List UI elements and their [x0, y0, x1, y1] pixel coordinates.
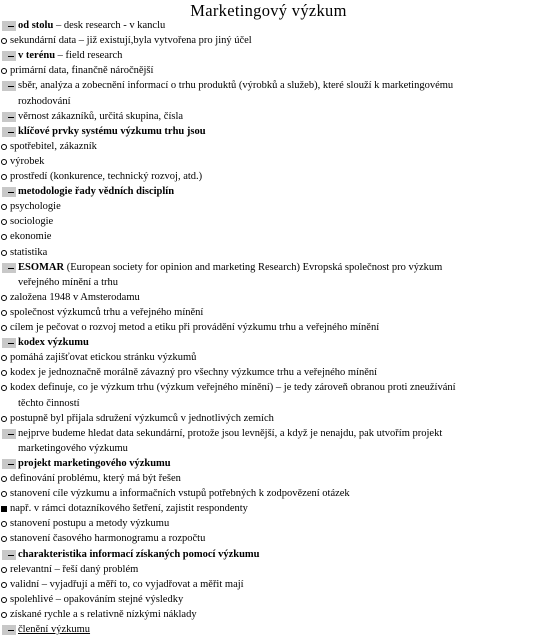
circle-bullet-icon — [1, 144, 7, 150]
circle-bullet-icon — [1, 250, 7, 256]
dash-bullet-icon — [8, 86, 14, 87]
list-item-text: projekt marketingového výzkumu — [18, 457, 171, 469]
list-item-text: prostředí (konkurence, technický rozvoj, atd.) — [10, 171, 203, 182]
list-item-text: získané rychle a s relativně nízkými náklady — [10, 608, 197, 620]
list-item-text: ESOMAR (European society for opinion and marketing Research) Evropská společnost pro výzkum — [18, 261, 443, 273]
circle-bullet-icon — [1, 582, 7, 588]
circle-bullet-icon — [1, 355, 7, 361]
list-item-text: v terénu – field research — [18, 50, 123, 62]
circle-bullet-icon — [1, 416, 7, 422]
list-item-text: pomáhá zajišťovat etickou stránku výzkumů — [10, 352, 197, 364]
circle-bullet-icon — [1, 295, 7, 301]
dash-bullet-icon — [8, 343, 14, 344]
list-item-text: ekonomie — [10, 231, 52, 243]
circle-bullet-icon — [1, 174, 7, 180]
circle-bullet-icon — [1, 159, 7, 165]
list-item-text: kodex výzkumu — [18, 337, 89, 349]
list-item-text: rozhodování — [18, 95, 71, 107]
list-item-text: spotřebitel, zákazník — [10, 140, 97, 152]
dash-bullet-icon — [8, 434, 14, 435]
list-item-text: relevantní – řeší daný problém — [10, 563, 139, 575]
circle-bullet-icon — [1, 385, 7, 391]
dash-bullet-icon — [8, 630, 14, 631]
list-item-text: veřejného mínění a trhu — [18, 276, 119, 288]
circle-bullet-icon — [1, 204, 7, 210]
list-item-text: kodex je jednoznačně morálně závazný pro všechny výzkumce trhu a veřejného mínění — [10, 367, 378, 379]
circle-bullet-icon — [1, 597, 7, 603]
circle-bullet-icon — [1, 567, 7, 573]
list-item-text: věrnost zákazníků, určitá skupina, čísla — [18, 110, 184, 122]
list-item-text: společnost výzkumců trhu a veřejného mínění — [10, 306, 204, 318]
list-item-text: výrobek — [10, 155, 45, 167]
page-title: Marketingový výzkum — [190, 1, 347, 20]
circle-bullet-icon — [1, 612, 7, 618]
circle-bullet-icon — [1, 521, 7, 527]
list-item-text: primární data, finančně náročnější — [10, 65, 154, 77]
list-item-text: marketingového výzkumu — [18, 442, 128, 454]
dash-bullet-icon — [8, 26, 14, 27]
dash-bullet-icon — [8, 132, 14, 133]
list-item-text: např. v rámci dotazníkového šetření, zajistit respondenty — [10, 503, 248, 515]
dash-bullet-icon — [8, 192, 14, 193]
circle-bullet-icon — [1, 536, 7, 542]
circle-bullet-icon — [1, 370, 7, 376]
circle-bullet-icon — [1, 491, 7, 497]
dash-bullet-icon — [8, 117, 14, 118]
list-item-text: stanovení cíle výzkumu a informačních vstupů potřebných k zodpovězení otázek — [10, 488, 350, 500]
list-item-text: stanovení postupu a metody výzkumu — [10, 518, 170, 530]
list-item-text: validní – vyjadřují a měří to, co vyjadřovat a měřit mají — [10, 578, 244, 590]
list-item-text: psychologie — [10, 201, 61, 213]
list-item-text: sběr, analýza a zobecnění informací o trhu produktů (výrobků a služeb), které slouží k marketingovému — [18, 80, 454, 92]
bold-term: ESOMAR — [18, 261, 65, 273]
list-item-text: těchto činností — [18, 397, 80, 409]
list-item-text: sociologie — [10, 216, 54, 228]
list-item-text: od stolu – desk research - v kanclu — [18, 20, 166, 31]
circle-bullet-icon — [1, 234, 7, 240]
circle-bullet-icon — [1, 219, 7, 225]
list-item-text: postupně byl přijala sdružení výzkumců v jednotlivých zemích — [10, 412, 274, 424]
list-item-text: statistika — [10, 246, 48, 258]
list-item-text: stanovení časového harmonogramu a rozpočtu — [10, 533, 206, 545]
list-item-text: spolehlivé – opakováním stejné výsledky — [10, 593, 184, 605]
list-item-text: cílem je pečovat o rozvoj metod a etiku při provádění výzkumu trhu a veřejného mínění — [10, 322, 380, 333]
circle-bullet-icon — [1, 310, 7, 316]
circle-bullet-icon — [1, 325, 7, 331]
dash-bullet-icon — [8, 555, 14, 556]
list-item-text: založena 1948 v Amsterodamu — [10, 291, 140, 303]
list-item-text: definování problému, který má být řešen — [10, 473, 181, 484]
list-item-text: metodologie řady vědních disciplín — [18, 186, 175, 198]
dash-bullet-icon — [8, 464, 14, 465]
dash-bullet-icon — [8, 268, 14, 269]
list-item-text: charakteristika informací získaných pomocí výzkumu — [18, 548, 260, 560]
circle-bullet-icon — [1, 68, 7, 74]
bold-term: od stolu — [18, 20, 54, 31]
circle-bullet-icon — [1, 38, 7, 44]
list-item-text: nejprve budeme hledat data sekundární, protože jsou levnější, a když je nenajdu, pak utvořím projekt — [18, 427, 443, 439]
list-item-text: klíčové prvky systému výzkumu trhu jsou — [18, 125, 206, 137]
list-item-text: kodex definuje, co je výzkum trhu (výzkum veřejného mínění) – je tedy zároveň obranou proti zneužívání — [10, 382, 456, 394]
dash-bullet-icon — [8, 56, 14, 57]
list-item-text: sekundární data – již existují,byla vytvořena pro jiný účel — [10, 35, 252, 47]
bold-term: v terénu — [18, 50, 56, 62]
square-bullet-icon — [1, 506, 7, 512]
circle-bullet-icon — [1, 476, 7, 482]
list-item-text: členění výzkumu — [18, 624, 91, 635]
